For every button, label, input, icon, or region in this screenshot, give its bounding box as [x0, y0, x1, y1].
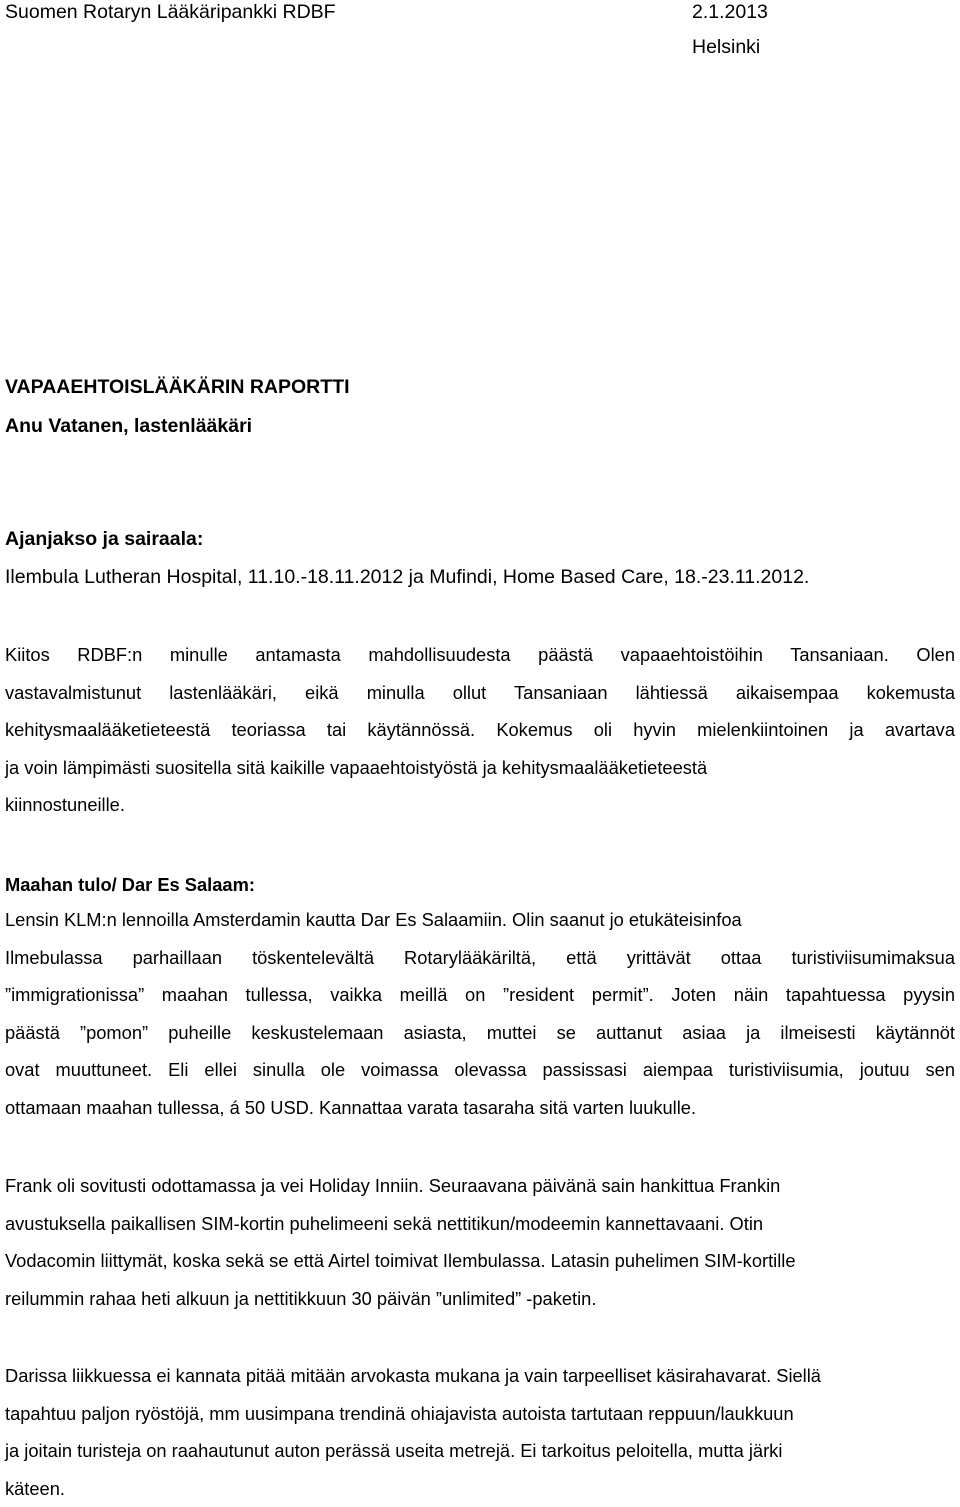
intro-paragraph: [5, 636, 955, 824]
paragraph-line: kiinnostuneille.: [5, 794, 125, 816]
paragraph-line: päästä ”pomon” puheille keskustelemaan asiasta, muttei se auttanut asiaa ja ilmeisesti käytännöt: [5, 1021, 955, 1043]
paragraph-line: avustuksella paikallisen SIM-kortin puhelimeeni sekä nettitikun/modeemin kannettavaani. Otin: [5, 1212, 764, 1234]
period-value: Ilembula Lutheran Hospital, 11.10.-18.11.2012 ja Mufindi, Home Based Care, 18.-23.11.2012.: [5, 566, 810, 588]
document-city: Helsinki: [692, 36, 761, 58]
document-date: 2.1.2013: [692, 1, 768, 23]
paragraph-line: reilummin rahaa heti alkuun ja nettitikkuun 30 päivän ”unlimited” -paketin.: [5, 1287, 597, 1309]
paragraph-line: Darissa liikkuessa ei kannata pitää mitään arvokasta mukana ja vain tarpeelliset käsirahavarat. Siellä: [5, 1365, 821, 1386]
paragraph-line: Frank oli sovitusti odottamassa ja vei Holiday Inniin. Seuraavana päivänä sain hankittua Frankin: [5, 1175, 781, 1196]
paragraph-line: Lensin KLM:n lennoilla Amsterdamin kautta Dar Es Salaamiin. Olin saanut jo etukäteisinfoa: [5, 909, 742, 930]
paragraph-line: Ilmebulassa parhaillaan töskentelevältä Rotarylääkäriltä, että yrittävät ottaa turistiviisumimaksua: [5, 946, 955, 968]
paragraph-line: Kiitos RDBF:n minulle antamasta mahdollisuudesta päästä vapaaehtoistöihin Tansaniaan. Olen: [5, 644, 955, 665]
paragraph-line: ja joitain turisteja on raahautunut auton perässä useita metrejä. Ei tarkoitus peloitella, mutta järki: [5, 1440, 783, 1462]
paragraph-line: ja voin lämpimästi suositella sitä kaikille vapaaehtoistyöstä ja kehitysmaalääketieteestä: [5, 756, 708, 778]
paragraph-line: ottamaan maahan tullessa, á 50 USD. Kannattaa varata tasaraha sitä varten luukulle.: [5, 1096, 697, 1118]
arrival-heading: Maahan tulo/ Dar Es Salaam:: [5, 874, 255, 895]
arrival-paragraph: [5, 901, 955, 1127]
report-title: VAPAAEHTOISLÄÄKÄRIN RAPORTTI: [5, 376, 350, 398]
paragraph-line: tapahtuu paljon ryöstöjä, mm uusimpana trendinä ohiajavista autoista tartutaan reppuun/laukkuun: [5, 1402, 794, 1424]
report-author: Anu Vatanen, lastenlääkäri: [5, 415, 253, 437]
paragraph-line: ovat muuttuneet. Eli ellei sinulla ole voimassa olevassa passissasi aiempaa turistiviisumia, joutuu sen: [5, 1059, 955, 1081]
period-heading: Ajanjakso ja sairaala:: [5, 528, 204, 550]
paragraph-line: ”immigrationissa” maahan tullessa, vaikka meillä on ”resident permit”. Joten näin tapahtuessa pyysin: [5, 984, 955, 1006]
frank-paragraph: [5, 1167, 955, 1317]
dar-paragraph: [5, 1357, 955, 1507]
paragraph-line: kehitysmaalääketieteestä teoriassa tai käytännössä. Kokemus oli hyvin mielenkiintoinen ja avartava: [5, 719, 955, 741]
organization-name: Suomen Rotaryn Lääkäripankki RDBF: [5, 1, 336, 23]
paragraph-line: käteen.: [5, 1477, 65, 1499]
paragraph-line: Vodacomin liittymät, koska sekä se että Airtel toimivat Ilembulassa. Latasin puhelimen SIM-kortille: [5, 1250, 796, 1272]
paragraph-line: vastavalmistunut lastenlääkäri, eikä minulla ollut Tansaniaan lähtiessä aikaisempaa kokemusta: [5, 681, 955, 703]
